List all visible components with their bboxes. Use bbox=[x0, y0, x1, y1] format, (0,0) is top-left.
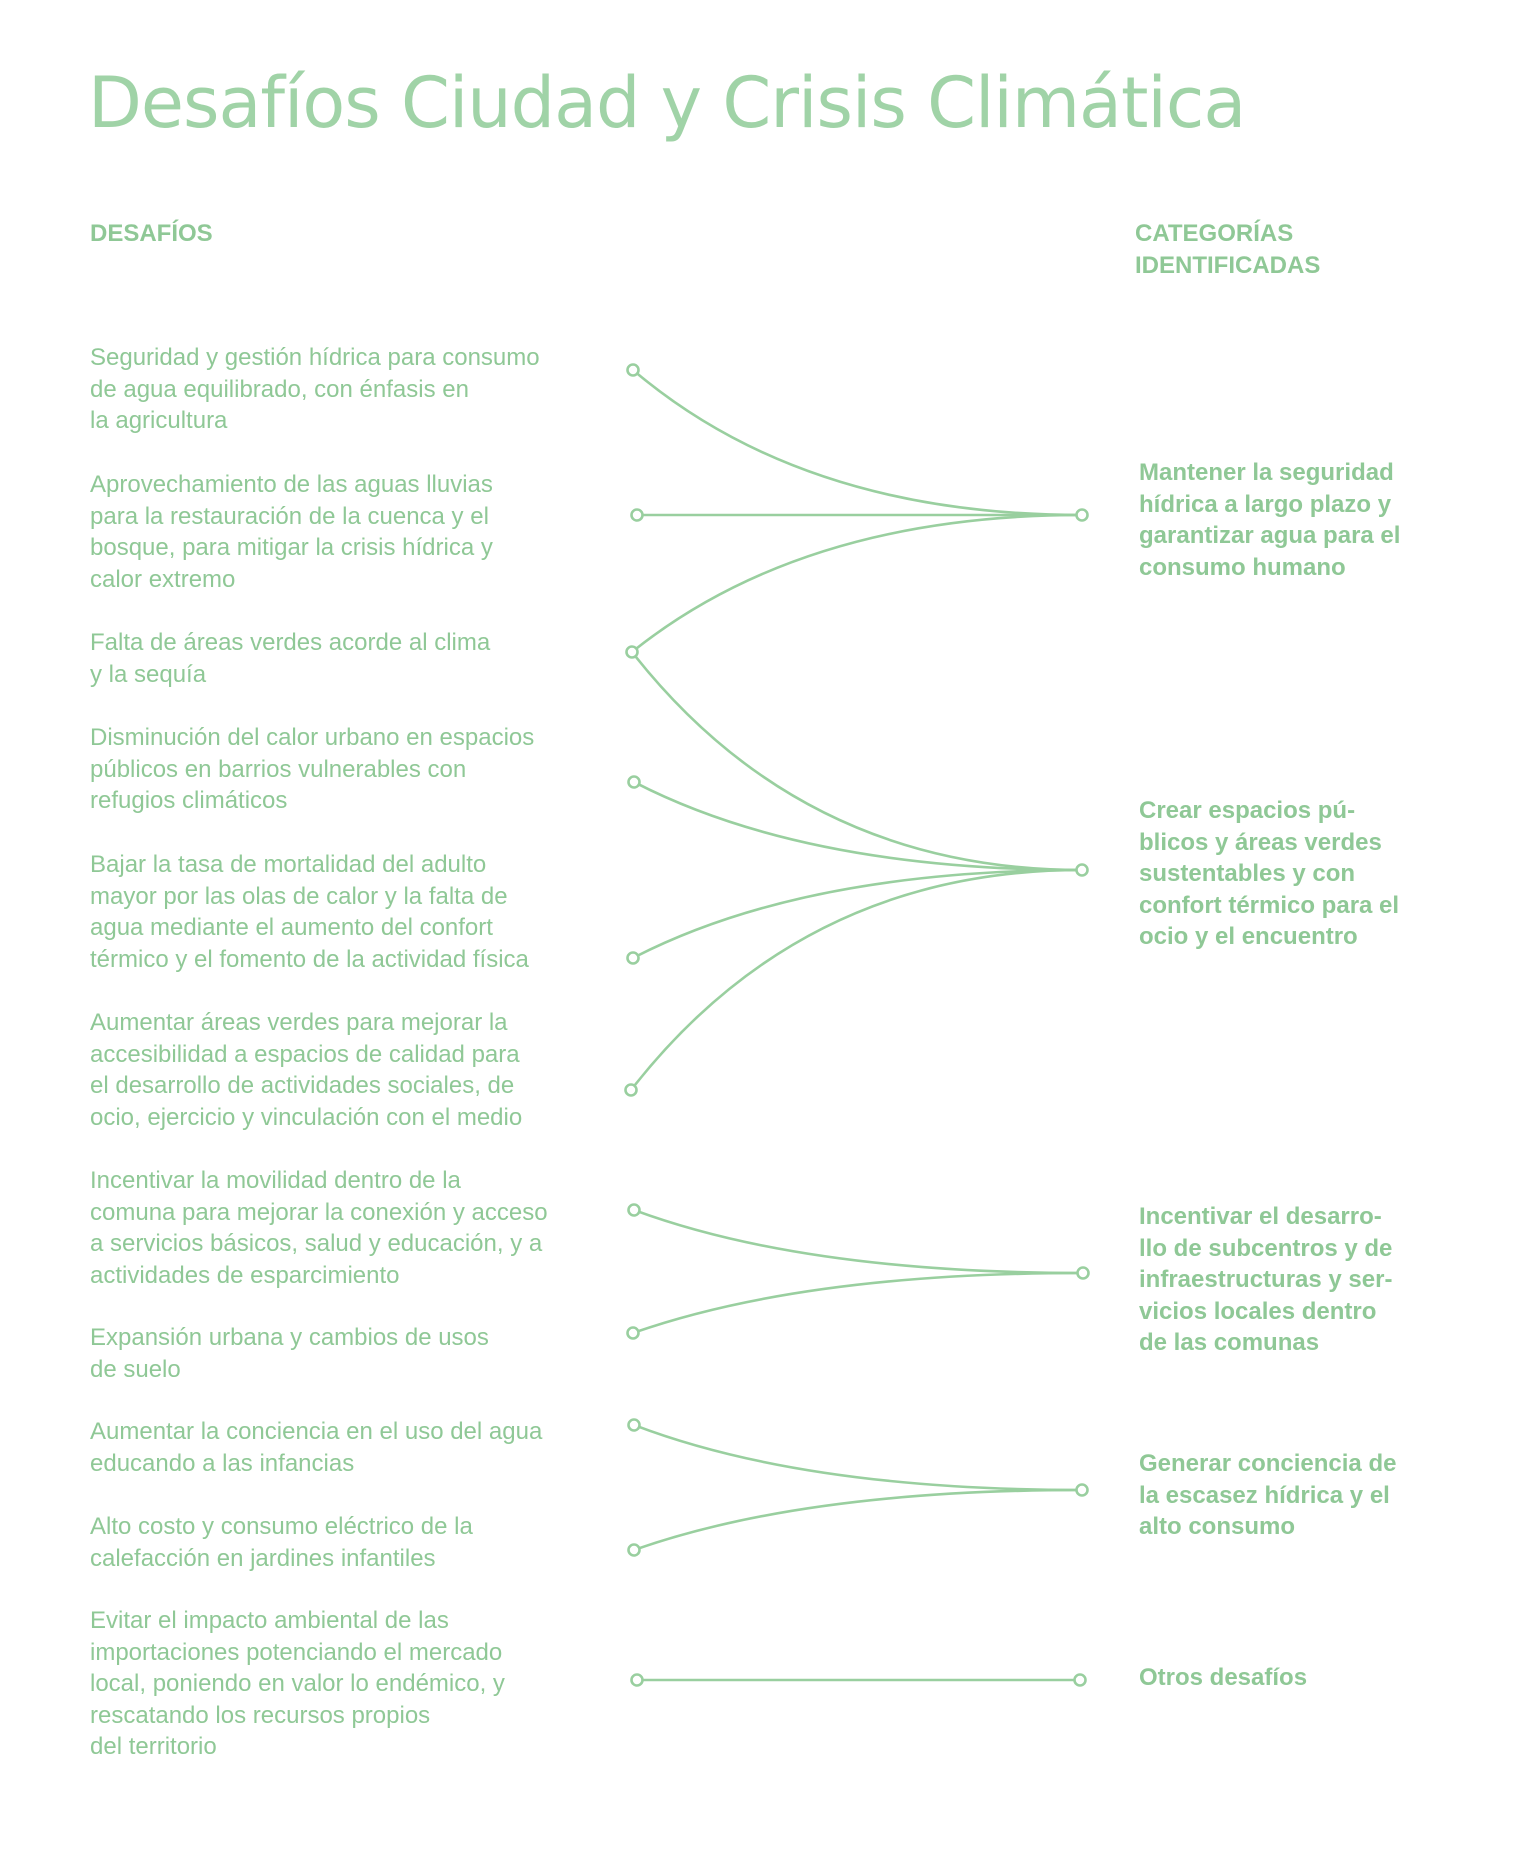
challenge-item: Alto costo y consumo eléctrico de la calefacción en jardines infantiles bbox=[90, 1513, 473, 1572]
challenge-node bbox=[632, 1675, 643, 1686]
category-node bbox=[1077, 510, 1088, 521]
connector-line bbox=[634, 1210, 1083, 1273]
category-item: Generar conciencia de la escasez hídrica y el alto consumo bbox=[1139, 1450, 1397, 1540]
challenge-node bbox=[628, 1328, 639, 1339]
challenge-node bbox=[632, 510, 643, 521]
challenge-item: Seguridad y gestión hídrica para consumo de agua equilibrado, con énfasis en la agricultura bbox=[90, 344, 540, 434]
challenge-node bbox=[629, 1205, 640, 1216]
connector-line bbox=[632, 515, 1082, 652]
connector-line bbox=[633, 370, 1082, 515]
connector-line bbox=[633, 1273, 1083, 1333]
category-node bbox=[1077, 1485, 1088, 1496]
challenge-node bbox=[626, 1085, 637, 1096]
challenge-node bbox=[627, 647, 638, 658]
challenge-node bbox=[629, 777, 640, 788]
page-title: Desafíos Ciudad y Crisis Climática bbox=[88, 62, 1246, 144]
challenge-item: Bajar la tasa de mortalidad del adulto mayor por las olas de calor y la falta de agua mediante el aumento del confort térmico y el fomento de la actividad física bbox=[90, 851, 529, 973]
challenge-item: Aprovechamiento de las aguas lluvias para la restauración de la cuenca y el bosque, para mitigar la crisis hídrica y calor extremo bbox=[90, 471, 493, 593]
connector-line bbox=[634, 1490, 1082, 1550]
challenge-item: Expansión urbana y cambios de usos de suelo bbox=[90, 1324, 489, 1383]
category-item: Incentivar el desarro- llo de subcentros y de infraestructuras y ser- vicios locales dentro de las comunas bbox=[1139, 1203, 1393, 1356]
challenge-node bbox=[628, 365, 639, 376]
challenge-node bbox=[629, 1545, 640, 1556]
connector-line bbox=[632, 652, 1082, 870]
connector-line bbox=[631, 870, 1082, 1090]
category-item: Otros desafíos bbox=[1139, 1664, 1308, 1691]
category-node bbox=[1075, 1675, 1086, 1686]
challenge-item: Aumentar áreas verdes para mejorar la accesibilidad a espacios de calidad para el desarrollo de actividades sociales, de ocio, ejercicio y vinculación con el medio bbox=[90, 1009, 523, 1131]
challenge-item: Incentivar la movilidad dentro de la comuna para mejorar la conexión y acceso a servicios básicos, salud y educación, y a actividades de esparcimiento bbox=[90, 1167, 548, 1289]
challenge-item: Disminución del calor urbano en espacios públicos en barrios vulnerables con refugios climáticos bbox=[90, 724, 535, 814]
challenges-column-header: DESAFÍOS bbox=[90, 220, 213, 247]
connector-line bbox=[634, 782, 1082, 870]
challenge-item: Aumentar la conciencia en el uso del agua educando a las infancias bbox=[90, 1418, 543, 1477]
category-node bbox=[1078, 1268, 1089, 1279]
challenge-item: Evitar el impacto ambiental de las importaciones potenciando el mercado local, poniendo en valor lo endémico, y rescatando los recursos propios del territorio bbox=[90, 1607, 505, 1760]
challenge-node bbox=[628, 953, 639, 964]
category-node bbox=[1077, 865, 1088, 876]
challenge-item: Falta de áreas verdes acorde al clima y la sequía bbox=[90, 629, 491, 688]
categories-column-header: CATEGORÍAS IDENTIFICADAS bbox=[1135, 220, 1321, 279]
connector-line bbox=[634, 1425, 1082, 1490]
connector-line bbox=[633, 870, 1082, 958]
category-item: Crear espacios pú- blicos y áreas verdes sustentables y con confort térmico para el ocio y el encuentro bbox=[1139, 797, 1400, 950]
category-item: Mantener la seguridad hídrica a largo plazo y garantizar agua para el consumo humano bbox=[1139, 459, 1401, 581]
challenge-node bbox=[629, 1420, 640, 1431]
